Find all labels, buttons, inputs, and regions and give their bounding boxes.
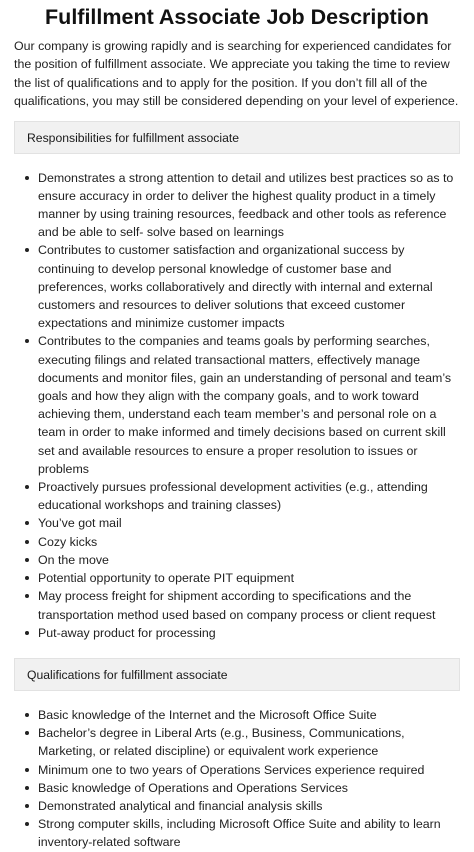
bullet-icon (25, 540, 29, 544)
responsibilities-header: Responsibilities for fulfillment associate (14, 121, 460, 154)
bullet-icon (25, 631, 29, 635)
list-item-text: Demonstrated analytical and financial analysis skills (38, 798, 323, 813)
bullet-icon (25, 485, 29, 489)
qualifications-section (14, 658, 460, 852)
list-item (38, 779, 460, 797)
list-item-text: Put-away product for processing (38, 625, 216, 640)
list-item-text: Contributes to customer satisfaction and organizational success by continuing to develop personal knowledge of customer base and preferences, works collaboratively and directly with internal and external customers and resources to deliver solutions that exceed customer expectations and minimize customer impacts (38, 243, 433, 331)
list-item-text: Minimum one to two years of Operations Services experience required (38, 762, 425, 777)
list-item (38, 587, 460, 623)
list-item (38, 569, 460, 587)
responsibilities-list (14, 169, 460, 642)
list-item (38, 241, 460, 332)
bullet-icon (25, 768, 29, 772)
list-item (38, 815, 460, 851)
bullet-icon (25, 731, 29, 735)
list-item-text: Contributes to the companies and teams goals by performing searches, executing filings and related transactional matters, effectively manage documents and monitor files, gain an understanding of personal and team’s goals and how they align with the company goals, and to work toward achieving them, understand each team member’s and personal role on a team in order to make informed and timely decisions based on current skill set and available resources to ensure a proper resolution to issues or problems (38, 334, 452, 476)
bullet-icon (25, 248, 29, 252)
bullet-icon (25, 339, 29, 343)
list-item-text: Basic knowledge of Operations and Operations Services (38, 780, 348, 795)
list-item-text: May process freight for shipment according to specifications and the transportation method used based on company process or client request (38, 589, 436, 622)
bullet-icon (25, 521, 29, 525)
list-item-text: Strong computer skills, including Microsoft Office Suite and ability to learn inventory-related software (38, 817, 441, 850)
list-item (38, 332, 460, 478)
list-item (38, 706, 460, 724)
bullet-icon (25, 594, 29, 598)
list-item-text: You’ve got mail (38, 516, 122, 531)
list-item-text: Potential opportunity to operate PIT equipment (38, 571, 295, 586)
list-item (38, 797, 460, 815)
list-item-text: On the move (38, 552, 109, 567)
list-item (38, 533, 460, 551)
list-item (38, 514, 460, 532)
intro-paragraph: Our company is growing rapidly and is searching for experienced candidates for the position of fulfillment associate. We appreciate you taking the time to review the list of qualifications and to apply for the position. If you don’t fill all of the qualifications, you may still be considered depending on your level of experience. (14, 39, 459, 109)
list-item (38, 551, 460, 569)
list-item (38, 761, 460, 779)
job-description-page (0, 3, 474, 850)
bullet-icon (25, 576, 29, 580)
list-item-text: Basic knowledge of the Internet and the Microsoft Office Suite (38, 707, 377, 722)
list-item (38, 478, 460, 514)
bullet-icon (25, 822, 29, 826)
list-item-text: Demonstrates a strong attention to detail and utilizes best practices so as to ensure accuracy in order to deliver the highest quality product in a timely manner by using training resources, feedback and other tools as reference and be able to self- solve based on learnings (38, 170, 454, 240)
list-item (38, 724, 460, 760)
bullet-icon (25, 713, 29, 717)
page-title: Fulfillment Associate Job Description (45, 5, 429, 29)
list-item-text: Proactively pursues professional development activities (e.g., attending educational workshops and training classes) (38, 480, 428, 513)
list-item-text: Bachelor’s degree in Liberal Arts (e.g., Business, Communications, Marketing, or related discipline) or equivalent work experience (38, 726, 405, 759)
qualifications-header: Qualifications for fulfillment associate (14, 658, 460, 691)
list-item-text: Cozy kicks (38, 534, 98, 549)
bullet-icon (25, 804, 29, 808)
bullet-icon (25, 176, 29, 180)
list-item (38, 624, 460, 642)
bullet-icon (25, 558, 29, 562)
list-item (38, 169, 460, 242)
bullet-icon (25, 786, 29, 790)
qualifications-list (14, 706, 460, 852)
responsibilities-section (14, 121, 460, 642)
